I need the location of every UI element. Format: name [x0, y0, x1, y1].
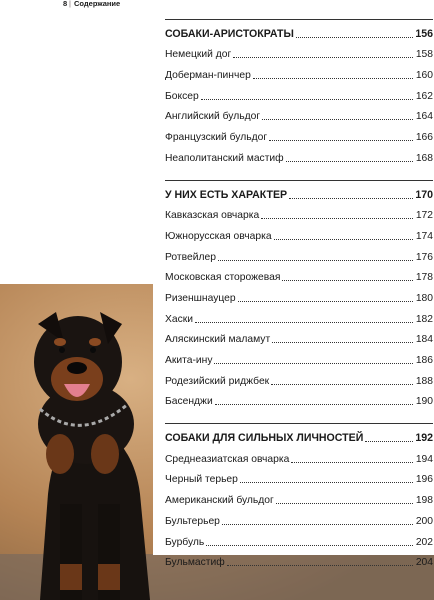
heading-page: 170 [415, 188, 433, 201]
toc-section-heading[interactable] [165, 424, 433, 445]
entry-page: 204 [415, 557, 433, 569]
entry-title: Московская сторожевая [165, 272, 281, 284]
entry-title: Американский бульдог [165, 495, 274, 507]
toc-section-heading[interactable] [165, 181, 433, 202]
entry-title: Доберман-пинчер [165, 70, 251, 82]
entry-page: 190 [415, 396, 433, 408]
leader-dots [271, 384, 413, 385]
toc-entry[interactable] [165, 528, 433, 549]
entry-title: Ризеншнауцер [165, 292, 236, 304]
entry-page: 194 [415, 453, 433, 465]
heading-title: У НИХ ЕСТЬ ХАРАКТЕР [165, 188, 288, 201]
toc-entry[interactable] [165, 486, 433, 507]
leader-dots [238, 301, 413, 302]
toc-entry[interactable] [165, 466, 433, 487]
leader-dots [261, 218, 413, 219]
toc-entry[interactable] [165, 346, 433, 367]
entry-page: 160 [415, 70, 433, 82]
toc-entry[interactable] [165, 264, 433, 285]
entry-title: Среднеазиатская овчарка [165, 453, 290, 465]
header-separator: | [69, 0, 71, 8]
leader-dots [365, 441, 413, 442]
entry-title: Родезийский риджбек [165, 375, 270, 387]
entry-title: Неаполитанский мастиф [165, 152, 284, 164]
entry-title: Кавказская овчарка [165, 210, 260, 222]
toc-entry[interactable] [165, 284, 433, 305]
toc-section [165, 19, 433, 165]
toc-entry[interactable] [165, 243, 433, 264]
toc-entry[interactable] [165, 103, 433, 124]
entry-page: 186 [415, 355, 433, 366]
toc-entry[interactable] [165, 202, 433, 223]
heading-title: СОБАКИ ДЛЯ СИЛЬНЫХ ЛИЧНОСТЕЙ [165, 432, 364, 445]
leader-dots [222, 524, 413, 525]
entry-page: 174 [415, 230, 433, 242]
leader-dots [201, 99, 413, 100]
entry-page: 182 [415, 313, 433, 325]
entry-title: Бурбуль [165, 536, 205, 548]
toc-entry[interactable] [165, 507, 433, 528]
leader-dots [240, 482, 413, 483]
toc-entry[interactable] [165, 41, 433, 62]
leader-dots [282, 280, 413, 281]
toc-entry[interactable] [165, 388, 433, 409]
entry-title: Басенджи [165, 396, 213, 408]
leader-dots [296, 37, 413, 38]
entry-page: 166 [415, 132, 433, 144]
entry-title: Южнорусская овчарка [165, 230, 272, 242]
entry-title: Боксер [165, 90, 199, 102]
toc-entry[interactable] [165, 305, 433, 326]
leader-dots [227, 565, 413, 566]
leader-dots [262, 119, 413, 120]
leader-dots [272, 342, 413, 343]
leader-dots [286, 161, 413, 162]
running-title: Содержание [74, 0, 121, 8]
entry-title: Бультерьер [165, 515, 220, 527]
leader-dots [289, 198, 413, 199]
entry-title: Английский бульдог [165, 111, 261, 123]
entry-title: Бульмастиф [165, 557, 225, 569]
toc-section [165, 423, 433, 569]
entry-title: Ротвейлер [165, 251, 216, 263]
leader-dots [215, 404, 413, 405]
toc-entry[interactable] [165, 445, 433, 466]
entry-page: 188 [415, 375, 433, 387]
leader-dots [195, 322, 413, 323]
leader-dots [218, 260, 413, 261]
heading-title: СОБАКИ-АРИСТОКРАТЫ [165, 27, 294, 40]
leader-dots [233, 57, 413, 58]
toc-entry[interactable] [165, 549, 433, 570]
entry-page: 164 [415, 111, 433, 123]
toc-entry[interactable] [165, 144, 433, 165]
toc-entry[interactable] [165, 326, 433, 347]
entry-page: 184 [415, 334, 433, 346]
entry-page: 180 [415, 292, 433, 304]
leader-dots [276, 503, 413, 504]
entry-title: Черный терьер [165, 474, 238, 486]
heading-page: 156 [415, 27, 433, 40]
toc-entry[interactable] [165, 123, 433, 144]
entry-title: Немецкий дог [165, 49, 232, 61]
toc-entry[interactable] [165, 367, 433, 388]
entry-title: Хаски [165, 313, 193, 325]
leader-dots [214, 363, 413, 364]
entry-page: 202 [415, 536, 433, 548]
toc-entry[interactable] [165, 61, 433, 82]
entry-page: 196 [415, 474, 433, 486]
leader-dots [253, 78, 413, 79]
heading-page: 192 [415, 432, 433, 445]
entry-page: 198 [415, 495, 433, 507]
leader-dots [206, 545, 413, 546]
entry-page: 200 [415, 515, 433, 527]
leader-dots [274, 239, 413, 240]
toc-entry[interactable] [165, 82, 433, 103]
entry-page: 168 [415, 152, 433, 164]
toc-section-heading[interactable] [165, 20, 433, 41]
entry-page: 162 [415, 90, 433, 102]
entry-page: 158 [415, 49, 433, 61]
table-of-contents [165, 19, 433, 569]
leader-dots [291, 462, 413, 463]
entry-title: Французский бульдог [165, 132, 268, 144]
toc-section [165, 180, 433, 409]
page-number: 8 [63, 0, 68, 8]
leader-dots [269, 140, 413, 141]
entry-page: 172 [415, 210, 433, 222]
toc-entry[interactable] [165, 222, 433, 243]
entry-title: Акита-ину [165, 355, 213, 366]
entry-title: Аляскинский маламут [165, 334, 271, 346]
entry-page: 178 [415, 272, 433, 284]
entry-page: 176 [415, 251, 433, 263]
